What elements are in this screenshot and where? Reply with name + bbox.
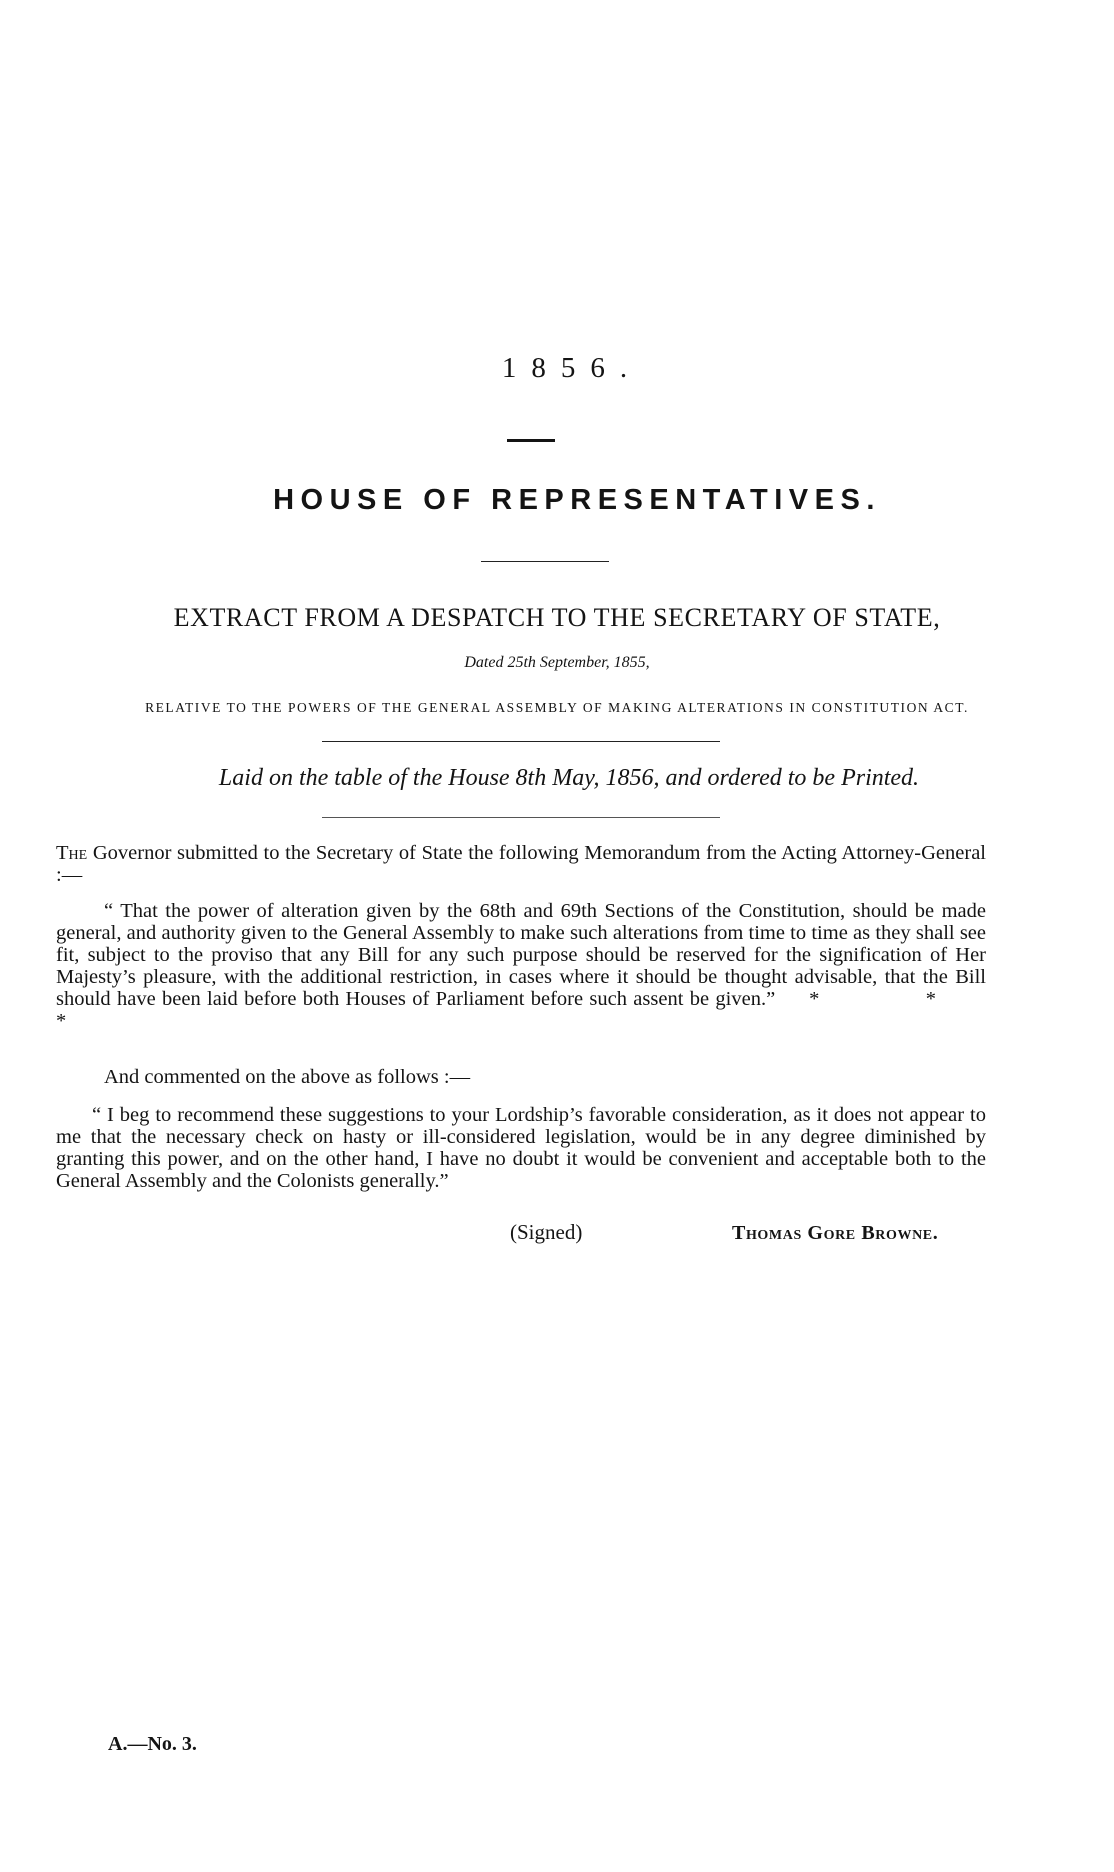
extract-title: EXTRACT FROM A DESPATCH TO THE SECRETARY OF STATE,	[173, 603, 941, 632]
paragraph-governor-submitted	[56, 842, 986, 886]
document-number: A.—No. 3.	[108, 1733, 197, 1755]
paragraph-recommendation-quote: “ I beg to recommend these suggestions to your Lordship’s favorable consideration, as it does not appear to me that the necessary check on hasty or ill-considered legislation, would be in any degree diminished by granting this power, and on the other hand, I have no doubt it would be convenient and acceptable both to the General Assembly and the Colonists generally.”	[56, 1104, 986, 1192]
dated-line: Dated 25th September, 1855,	[464, 654, 650, 671]
document-year: 1856.	[501, 352, 643, 384]
house-heading: HOUSE OF REPRESENTATIVES.	[273, 484, 881, 516]
divider-mid	[481, 561, 609, 562]
paragraph-text: “ That the power of alteration given by the 68th and 69th Sections of the Constitution, should be made general, and authority given to the General Assembly to make such alterations from time to time as they shall see fit, subject to the proviso that any Bill for any such purpose should be reserved for the signification of Her Majesty’s pleasure, with the additional restriction, in cases where it should be thought advisable, that the Bill should have been laid before both Houses of Parliament before such assent be given.”	[56, 900, 986, 1010]
divider-short	[507, 439, 555, 442]
divider-long-bottom	[322, 817, 720, 818]
divider-long-top	[322, 741, 720, 742]
signatory-name: Thomas Gore Browne.	[732, 1222, 939, 1244]
lead-word: The	[56, 842, 88, 864]
paragraph-text: Governor submitted to the Secretary of State the following Memorandum from the Acting Attorney-General :—	[56, 842, 986, 886]
signed-label: (Signed)	[510, 1220, 583, 1244]
paragraph-memorandum-quote	[56, 900, 986, 1032]
paragraph-commented: And commented on the above as follows :—	[104, 1066, 471, 1088]
relative-subtitle: RELATIVE TO THE POWERS OF THE GENERAL ASSEMBLY OF MAKING ALTERATIONS IN CONSTITUTION ACT.	[145, 700, 969, 715]
laid-on-table-line: Laid on the table of the House 8th May, 1856, and ordered to be Printed.	[218, 765, 920, 791]
ellipsis-stars: * * *	[56, 988, 986, 1032]
